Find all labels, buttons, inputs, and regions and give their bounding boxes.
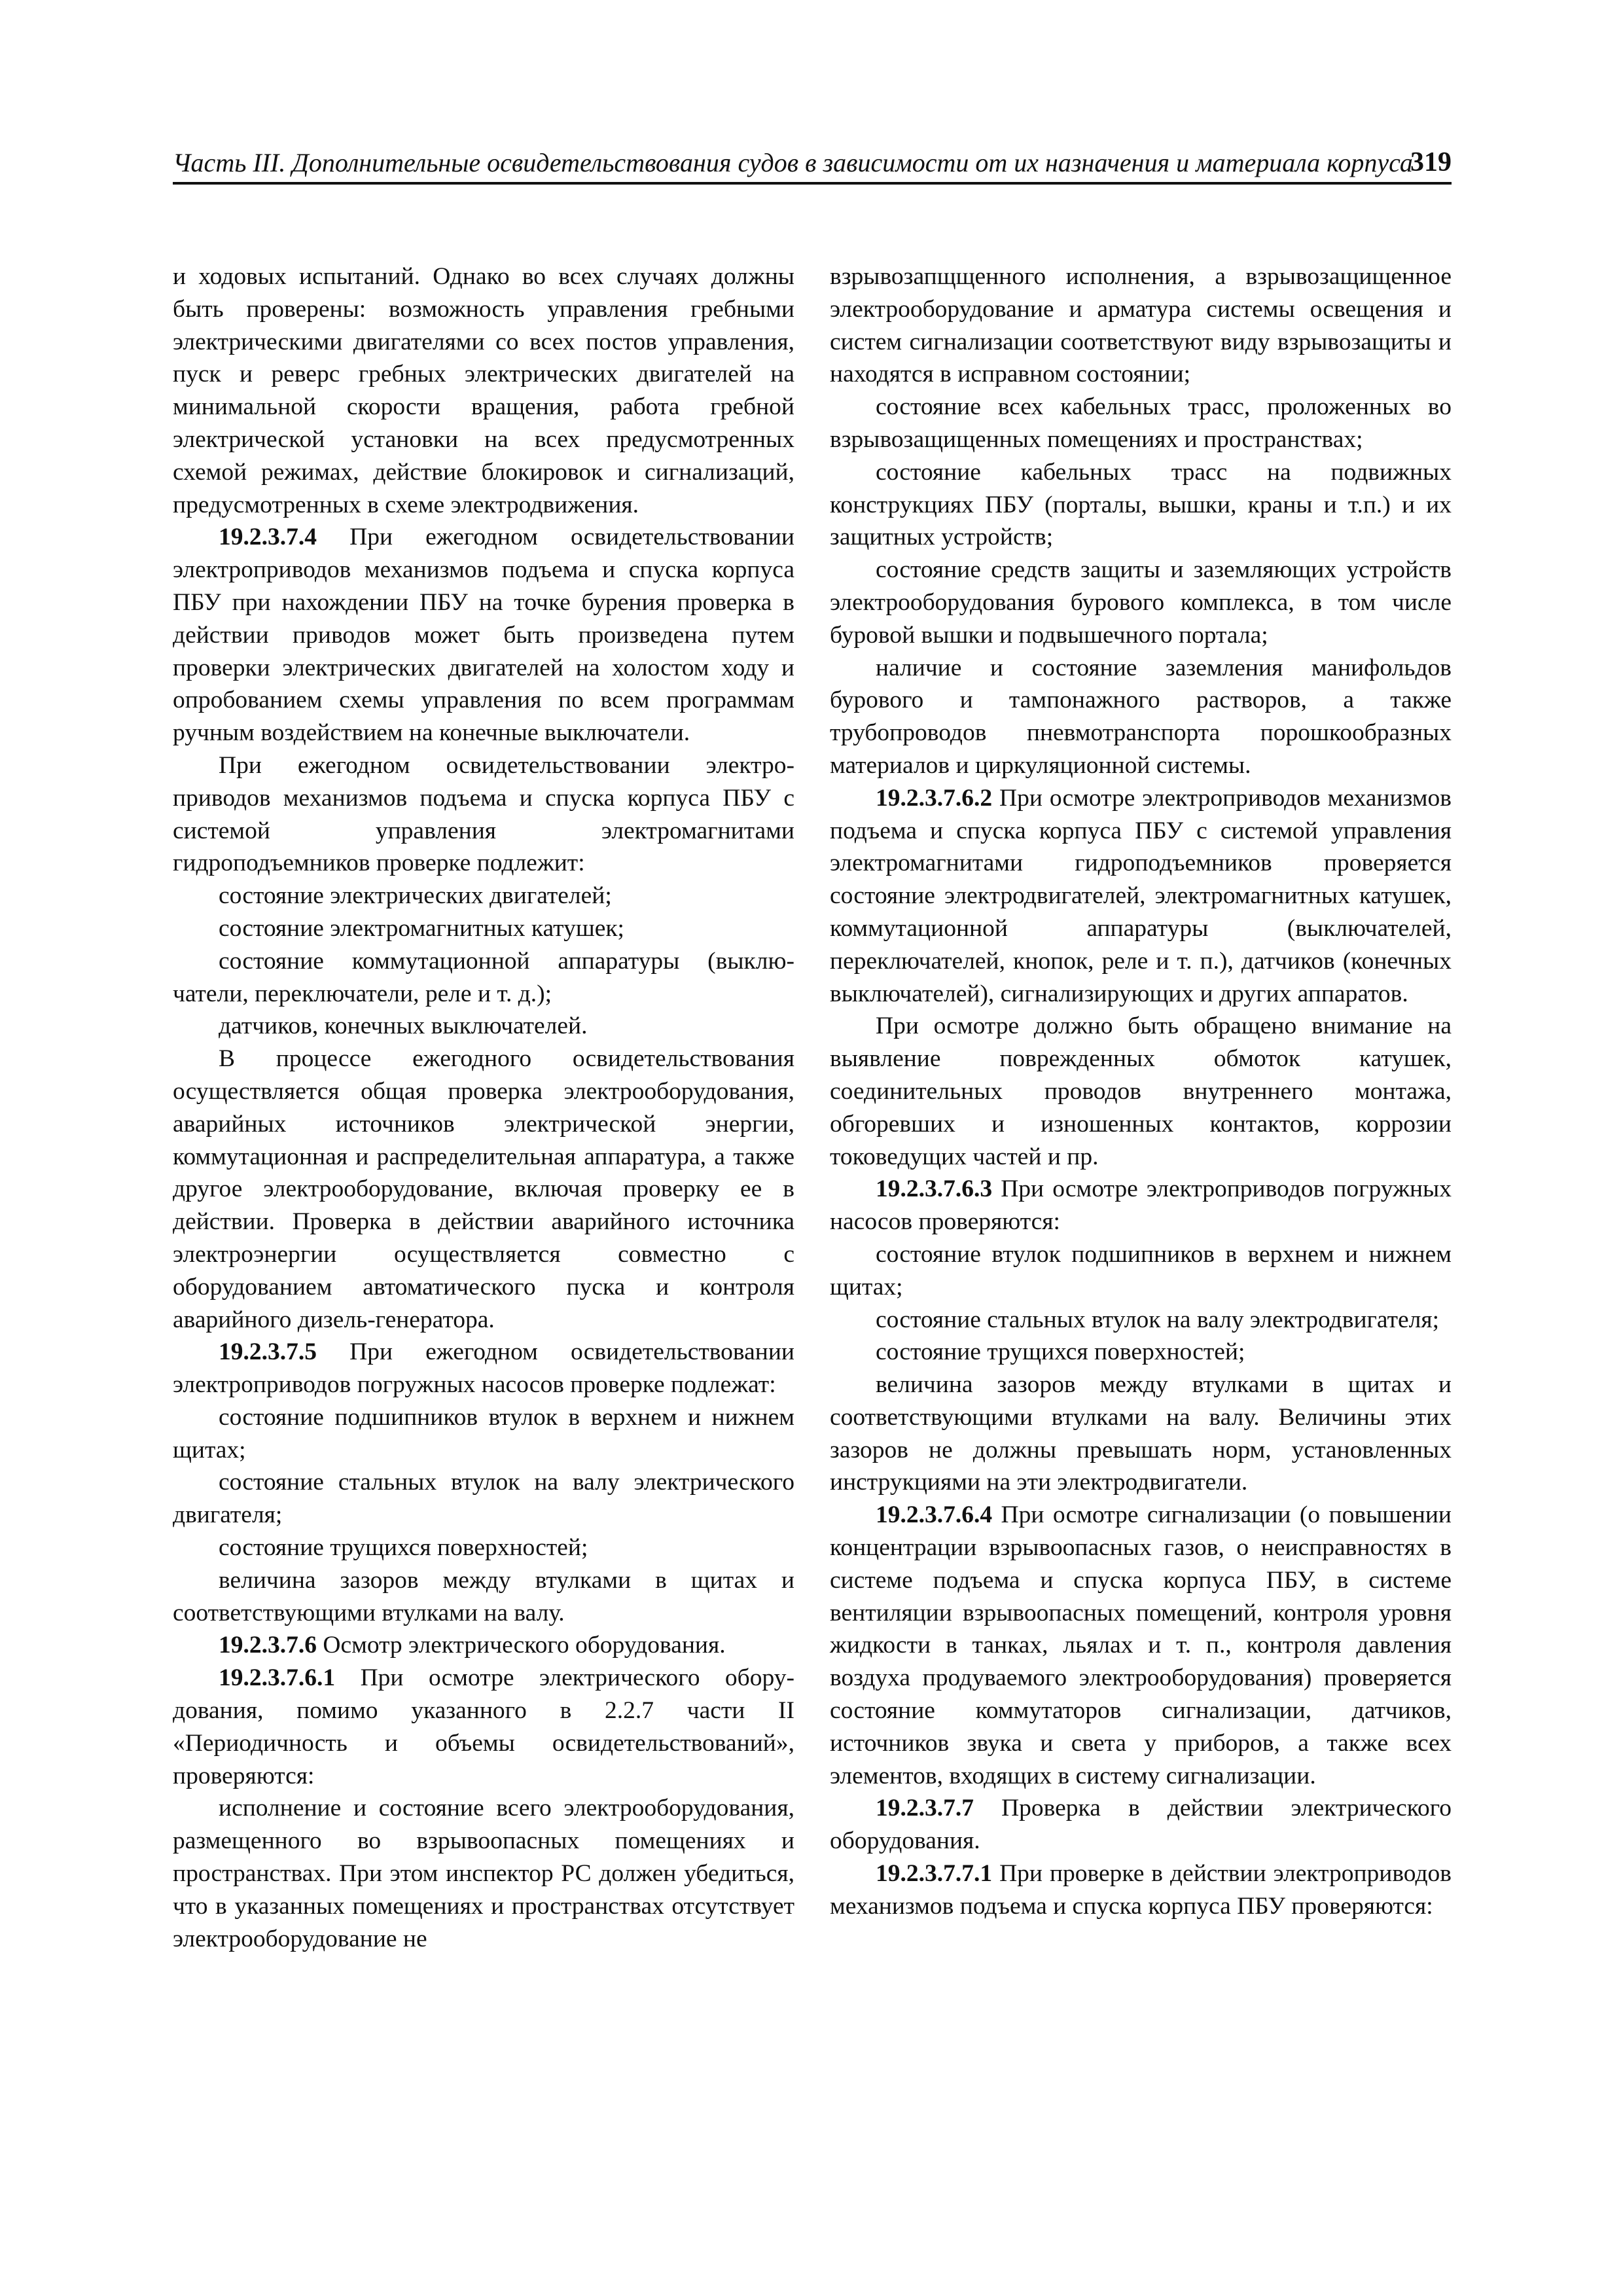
paragraph: 19.2.3.7.6.1 При осмотре электрического оборудования, помимо указанного в 2.2.7 части II «Периодичность и объемы освидетельствований», проверяются: [173, 1664, 794, 1789]
paragraph: 19.2.3.7.6.4 При осмотре сигнализации (о повышении концентрации взрывоопасных газов, о неисправностях в системе подъема и спуска корпуса ПБУ, в системе вентиляции взрывоопасных помещений, контроля уровня жидкости в танках, льялах и т. п., контроля давления воздуха продуваемого электрооборудования) проверяется состояние коммутаторов сигнализации, датчиков, источников звука и света у приборов, а также всех элементов, входящих в систему сигнализации. [830, 1501, 1452, 1789]
paragraph: 19.2.3.7.7.1 При проверке в действии электроприводов механизмов подъема и спуска корпуса ПБУ проверяются: [830, 1860, 1452, 1920]
paragraph: 19.2.3.7.7 Проверка в действии электрического оборудования. [830, 1795, 1452, 1855]
paragraph: 19.2.3.7.6.3 При осмотре электроприводов погружных насосов проверяются: [830, 1175, 1452, 1236]
list-item: состояние электрических двигателей; [219, 882, 612, 910]
paragraph: исполнение и состояние всего электрооборудования, размещенного во взрывоопасных помещениях и пространствах. При этом инспектор РС должен убедиться, что в указанных помещениях и пространствах отсутствует электрооборудование не [173, 1795, 794, 1952]
clause-number: 19.2.3.7.5 [219, 1338, 317, 1366]
list-item: состояние стальных втулок на валу электродвигателя; [876, 1306, 1439, 1333]
paragraph: взрывозапщщенного исполнения, а взрывозащищенное электрооборудование и арматура системы освещения и систем сигнализации соответствуют виду взрывозащиты и находятся в исправном состоянии; [830, 263, 1452, 388]
list-item: состояние подшипников втулок в верхнем и нижнем щитах; [173, 1403, 794, 1463]
clause-number: 19.2.3.7.6.1 [219, 1664, 336, 1692]
paragraph: 19.2.3.7.6.2 При осмотре электроприводов механизмов подъема и спуска корпуса ПБУ с системой управления электромагнитами гидроподъемников проверяется состояние электродвигателей, электромагнитных катушек, коммутационной аппаратуры (выключателей, переключателей, кнопок, реле и т. п.), датчиков (конечных выключателей), сигнализирующих и других аппаратов. [830, 784, 1452, 1007]
clause-number: 19.2.3.7.4 [219, 524, 317, 551]
list-item: состояние кабельных трасс на подвижных конструкциях ПБУ (порталы, вышки, краны и т.п.) и их защитных устройств; [830, 458, 1452, 551]
list-item: величина зазоров между втулками в щитах и соответствующими втулками на валу. Величины этих зазоров не должны превышать норм, установленных инструкциями на эти электродвигатели. [830, 1371, 1452, 1496]
paragraph: и ходовых испытаний. Однако во всех случаях должны быть проверены: возможность управления гребными электрическими двигателями со всех постов управления, пуск и реверс гребных электрических двигателей на минимальной скорости вращения, работа гребной электрической установки на всех предусмотренных схемой режимах, действие блокировок и сигнализаций, предусмотренных в схеме электродвижения. [173, 263, 794, 518]
clause-number: 19.2.3.7.6.2 [876, 784, 993, 812]
paragraph: При осмотре должно быть обращено внимание на выявление поврежденных обмоток катушек, соединительных проводов внутреннего монтажа, обгоревших и изношенных контактов, коррозии токоведущих частей и пр. [830, 1013, 1452, 1170]
list-item: величина зазоров между втулками в щитах и соответствующими втулками на валу. [173, 1566, 794, 1626]
header-title: Часть III. Дополнительные освидетельствования судов в зависимости от их назначения и материала корпуса [173, 148, 1413, 177]
list-item: состояние средств защиты и заземляющих устройств электрооборудования бурового комплекса, в том числе буровой вышки и подвышечного портала; [830, 556, 1452, 649]
paragraph: При ежегодном освидетельствовании электроприводов механизмов подъема и спуска корпуса ПБУ с системой управления электромагнитами гидроподъемников проверке подлежит: [173, 751, 794, 877]
right-column [830, 260, 1452, 1923]
list-item: состояние всех кабельных трасс, проложенных во взрывозащищенных помещениях и пространствах; [830, 393, 1452, 453]
paragraph: 19.2.3.7.5 При ежегодном освидетельствовании электроприводов погружных насосов проверке подлежат: [173, 1338, 794, 1399]
clause-number: 19.2.3.7.7.1 [876, 1860, 993, 1888]
running-header [173, 145, 1452, 185]
paragraph: 19.2.3.7.4 При ежегодном освидетельствовании электроприводов механизмов подъема и спуска корпуса ПБУ при нахождении ПБУ на точке бурения проверка в действии приводов может быть произведена путем проверки электрических двигателей на холостом ходу и опробованием схемы управления по всем программам ручным воздействием на конечные выключатели. [173, 524, 794, 747]
list-item: наличие и состояние заземления манифольдов бурового и тампонажного растворов, а также трубопроводов пневмотранспорта порошкообразных материалов и циркуляционной системы. [830, 654, 1452, 779]
list-item: состояние электромагнитных катушек; [219, 914, 624, 942]
clause-number: 19.2.3.7.7 [876, 1795, 974, 1822]
list-item: состояние трущихся поверхностей; [876, 1338, 1245, 1366]
list-item: состояние трущихся поверхностей; [219, 1534, 588, 1562]
clause-number: 19.2.3.7.6.4 [876, 1501, 993, 1529]
paragraph: 19.2.3.7.6 Осмотр электрического оборудования. [219, 1632, 726, 1659]
left-column [173, 260, 794, 1955]
clause-number: 19.2.3.7.6 [219, 1632, 317, 1659]
clause-number: 19.2.3.7.6.3 [876, 1175, 993, 1203]
paragraph: В процессе ежегодного освидетельствования осуществляется общая проверка электрооборудования, аварийных источников электрической энергии, коммутационная и распределительная аппаратура, а также другое электрооборудование, включая проверку ее в действии. Проверка в действии аварийного источника электроэнергии осуществляется совместно с оборудованием автоматического пуска и контроля аварийного дизель-генератора. [173, 1045, 794, 1333]
list-item: состояние втулок подшипников в верхнем и нижнем щитах; [830, 1240, 1452, 1300]
list-item: состояние коммутационной аппаратуры (выключатели, переключатели, реле и т. д.); [173, 947, 794, 1007]
page-number: 319 [1410, 147, 1452, 177]
list-item: состояние стальных втулок на валу электрического двигателя; [173, 1469, 794, 1529]
list-item: датчиков, конечных выключателей. [219, 1013, 588, 1040]
